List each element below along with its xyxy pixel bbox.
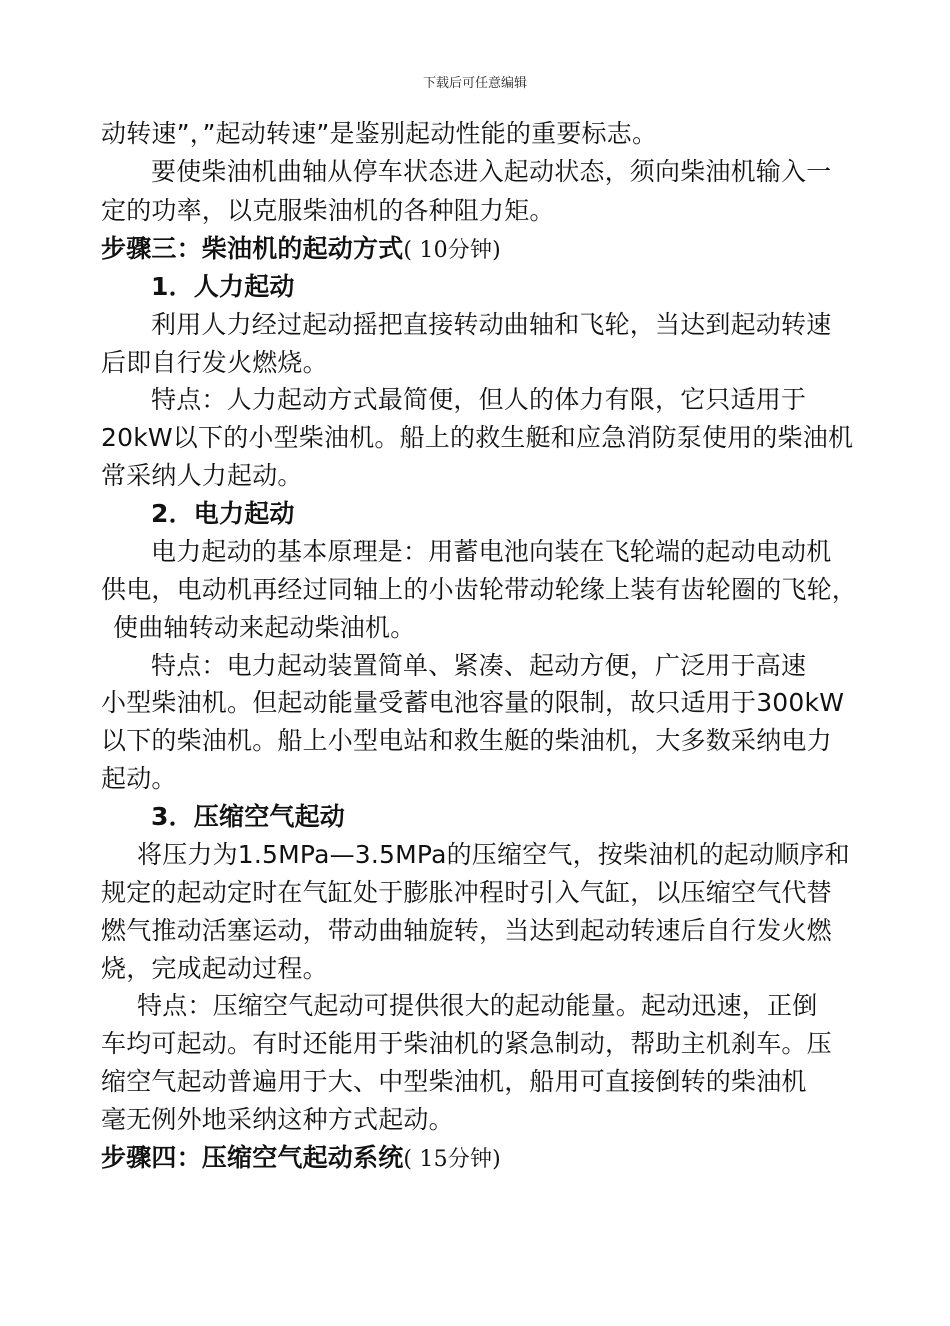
- step3-title: 步骤三：柴油机的起动方式: [101, 234, 404, 263]
- page-header: 下载后可任意编辑: [422, 76, 527, 91]
- paragraph-line: 燃气推动活塞运动，带动曲轴旋转，当达到起动转速后自行发火燃: [101, 916, 832, 945]
- paragraph-line: 电力起动的基本原理是：用蓄电池向装在飞轮端的起动电动机: [151, 537, 832, 566]
- step4-time: ( 15分钟): [403, 1147, 501, 1172]
- paragraph-line: 定的功率，以克服柴油机的各种阻力矩。: [101, 196, 555, 225]
- paragraph-line: 20kW以下的小型柴油机。船上的救生艇和应急消防泵使用的柴油机: [101, 423, 854, 452]
- step4-heading: [101, 1140, 501, 1178]
- paragraph-line: 起动。: [101, 764, 177, 793]
- paragraph-line: 车均可起动。有时还能用于柴油机的紧急制动，帮助主机刹车。压: [101, 1029, 832, 1058]
- paragraph-line: 特点：电力起动装置简单、紧凑、起动方便，广泛用于高速: [151, 651, 807, 680]
- paragraph-line: 要使柴油机曲轴从停车状态进入起动状态，须向柴油机输入一: [151, 157, 832, 186]
- paragraph-line: 动转速”，”起动转速”是鉴别起动性能的重要标志。: [101, 119, 658, 148]
- paragraph-line: 后即自行发火燃烧。: [101, 348, 328, 377]
- paragraph-line: 毫无例外地采纳这种方式起动。: [101, 1105, 454, 1134]
- section1-heading: 1．人力起动: [151, 272, 295, 301]
- step4-title: 步骤四：压缩空气起动系统: [101, 1143, 404, 1172]
- paragraph-line: 使曲轴转动来起动柴油机。: [113, 613, 416, 642]
- paragraph-line: 利用人力经过起动摇把直接转动曲轴和飞轮，当达到起动转速: [151, 310, 832, 339]
- paragraph-line: 特点：压缩空气起动可提供很大的起动能量。起动迅速，正倒: [137, 991, 818, 1020]
- paragraph-line: 小型柴油机。但起动能量受蓄电池容量的限制，故只适用于300kW: [101, 688, 845, 717]
- paragraph-line: 缩空气起动普遍用于大、中型柴油机，船用可直接倒转的柴油机: [101, 1067, 807, 1096]
- step3-heading: [101, 231, 501, 269]
- paragraph-line: 烧，完成起动过程。: [101, 954, 328, 983]
- paragraph-line: 常采纳人力起动。: [101, 461, 303, 490]
- paragraph-line: 特点：人力起动方式最简便，但人的体力有限，它只适用于: [151, 385, 807, 414]
- paragraph-line: 以下的柴油机。船上小型电站和救生艇的柴油机，大多数采纳电力: [101, 726, 832, 755]
- paragraph-line: 将压力为1.5MPa—3.5MPa的压缩空气，按柴油机的起动顺序和: [137, 840, 850, 869]
- step3-time: ( 10分钟): [403, 238, 501, 263]
- section2-heading: 2．电力起动: [151, 499, 295, 528]
- paragraph-line: 供电，电动机再经过同轴上的小齿轮带动轮缘上装有齿轮圈的飞轮，: [101, 575, 858, 604]
- paragraph-line: 规定的起动定时在气缸处于膨胀冲程时引入气缸，以压缩空气代替: [101, 878, 832, 907]
- section3-heading: 3．压缩空气起动: [151, 802, 345, 831]
